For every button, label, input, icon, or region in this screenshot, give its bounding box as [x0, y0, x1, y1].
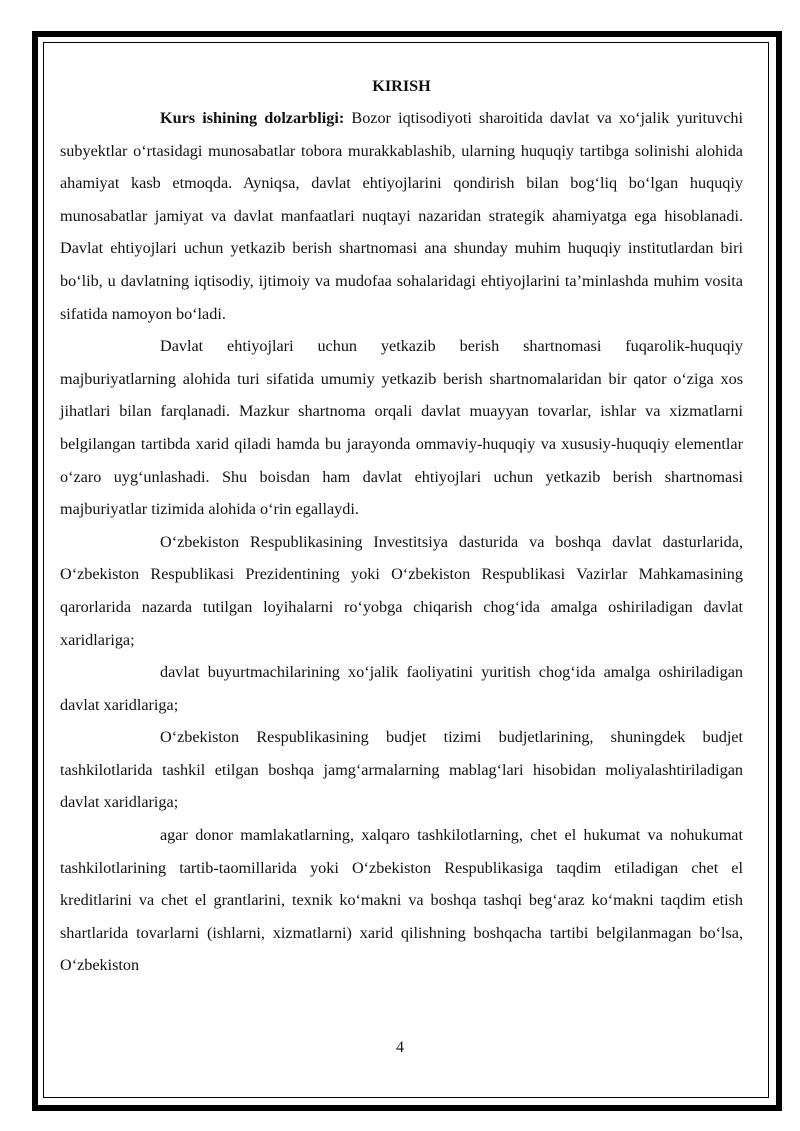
paragraph-4: davlat buyurtmachilarining xo‘jalik faoliyatini yuritish chog‘ida amalga oshiriladigan davlat xaridlariga; [60, 663, 743, 714]
page-number: 4 [396, 1039, 404, 1056]
paragraph-relevance [60, 102, 743, 330]
relevance-label: Kurs ishining dolzarbligi: [160, 109, 345, 127]
paragraph-3: O‘zbekiston Respublikasining Investitsiya dasturida va boshqa davlat dasturlarida, O‘zbekiston Respublikasi Prezidentining yoki O‘zbekiston Respublikasi Vazirlar Mahkamasining qarorlarida nazarda tutilgan loyihalarni ro‘yobga chiqarish chog‘ida amalga oshiriladigan davlat xaridlariga; [60, 532, 743, 649]
paragraph-5: O‘zbekiston Respublikasining budjet tizimi budjetlarining, shuningdek budjet tashkilotlarida tashkil etilgan boshqa jamg‘armalarning mablag‘lari hisobidan moliyalashtiriladigan davlat xaridlariga; [60, 728, 743, 812]
section-heading: KIRISH [372, 77, 431, 95]
paragraph-1-text: Bozor iqtisodiyoti sharoitida davlat va xo‘jalik yurituvchi subyektlar o‘rtasidagi munosabatlar tobora murakkablashib, ularning huquqiy tartibga solinishi alohida ahamiyat kasb etmoqda. Ayniqsa, davlat ehtiyojlarini qondirish bilan bog‘liq bo‘lgan huquqiy munosabatlar jamiyat va davlat manfaatlari nuqtayi nazaridan strategik ahamiyatga ega hisoblanadi. Davlat ehtiyojlari uchun yetkazib berish shartnomasi ana shunday muhim huquqiy institutlardan biri bo‘lib, u davlatning iqtisodiy, ijtimoiy va mudofaa sohalaridagi ehtiyojlarini ta’minlashda muhim vosita sifatida namoyon bo‘ladi. [60, 109, 743, 323]
paragraph-6: agar donor mamlakatlarning, xalqaro tashkilotlarning, chet el hukumat va nohukumat tashkilotlarining tartib-taomillarida yoki O‘zbekiston Respublikasiga taqdim etiladigan chet el kreditlarini va chet el grantlarini, texnik ko‘makni va boshqa tashqi beg‘araz ko‘makni taqdim etish shartlarida tovarlarni (ishlarni, xizmatlarni) xarid qilishning boshqacha tartibi belgilanmagan bo‘lsa, O‘zbekiston [60, 826, 743, 975]
paragraph-2: Davlat ehtiyojlari uchun yetkazib berish shartnomasi fuqarolik-huquqiy majburiyatlarning alohida turi sifatida umumiy yetkazib berish shartnomalaridan bir qator o‘ziga xos jihatlari bilan farqlanadi. Mazkur shartnoma orqali davlat muayyan tovarlar, ishlar va xizmatlarni belgilangan tartibda xarid qiladi hamda bu jarayonda ommaviy-huquqiy va xususiy-huquqiy elementlar o‘zaro uyg‘unlashadi. Shu boisdan ham davlat ehtiyojlari uchun yetkazib berish shartnomasi majburiyatlar tizimida alohida o‘rin egallaydi. [60, 337, 743, 519]
document-body [60, 70, 743, 982]
